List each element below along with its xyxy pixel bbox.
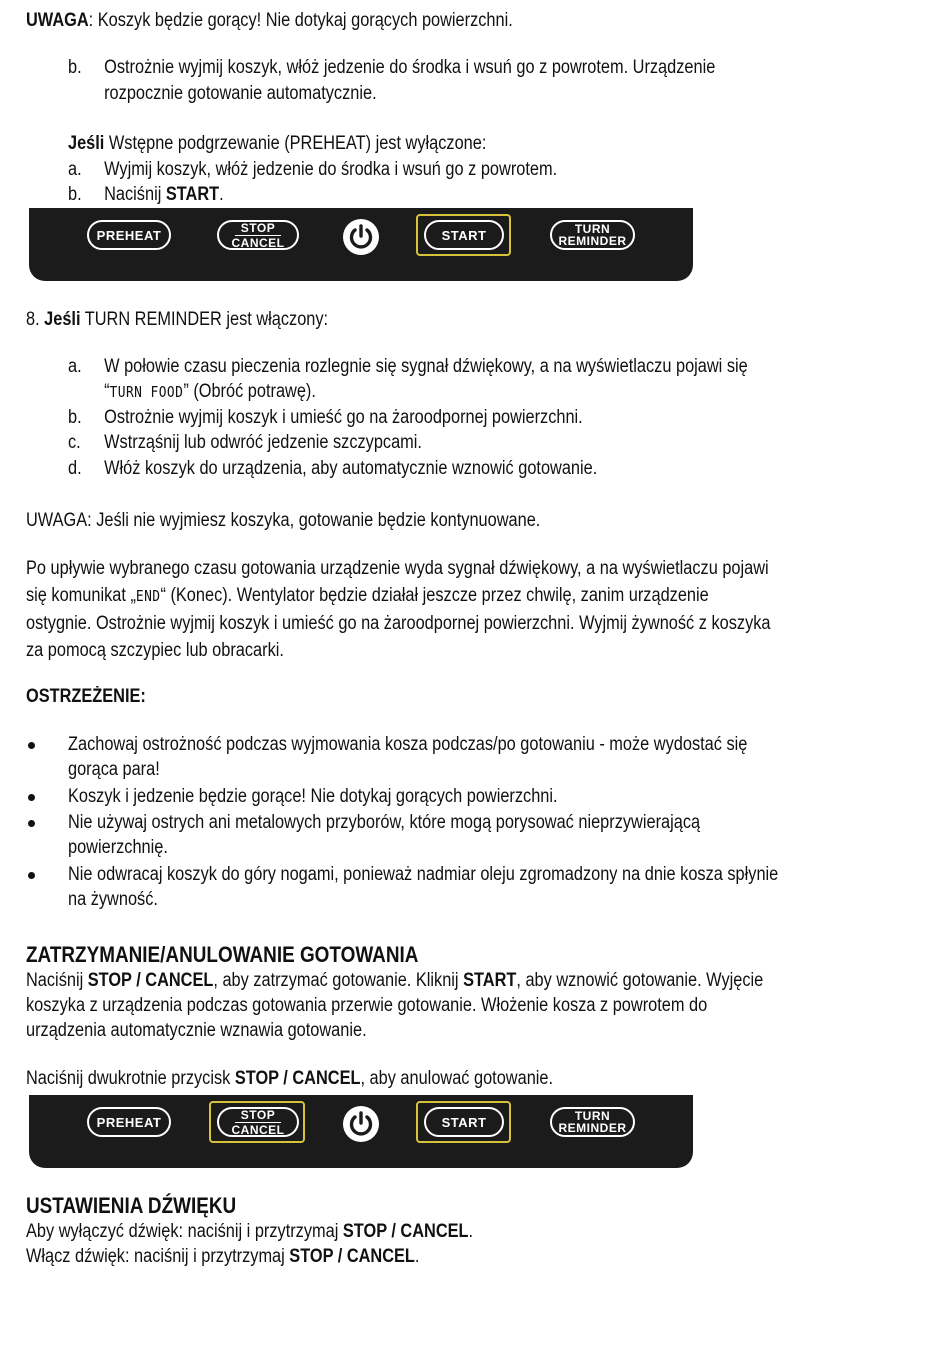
step-b-line2: rozpocznie gotowanie automatycznie. [104, 83, 377, 104]
preheat-off-bold: Jeśli [68, 133, 105, 154]
control-panel-start [29, 208, 693, 281]
preheat-button[interactable]: PREHEAT [87, 220, 171, 250]
section-heading: ZATRZYMANIE/ANULOWANIE GOTOWANIA [26, 942, 419, 967]
lcd-text: END [135, 587, 161, 605]
list-item-marker: b. [68, 407, 82, 428]
list-item: Wstrząśnij lub odwróć jedzenie szczypcami. [104, 432, 422, 453]
list-item: “TURN FOOD” (Obróć potrawę). [104, 381, 316, 402]
list-item-marker: d. [68, 458, 82, 479]
list-item: Koszyk i jedzenie będzie gorące! Nie dotykaj gorących powierzchni. [26, 784, 926, 810]
top-note [26, 8, 513, 33]
top-note-text: : Koszyk będzie gorący! Nie dotykaj gorących powierzchni. [88, 10, 513, 31]
list-item: Ostrożnie wyjmij koszyk i umieść go na żaroodpornej powierzchni. [104, 407, 583, 428]
turn-reminder-button[interactable]: TURN REMINDER [550, 220, 635, 250]
sound-section [26, 1193, 473, 1269]
section-heading: USTAWIENIA DŹWIĘKU [26, 1193, 237, 1218]
section8-list [68, 354, 842, 484]
list-item: W połowie czasu pieczenia rozlegnie się sygnał dźwiękowy, a na wyświetlaczu pojawi się [104, 356, 748, 377]
power-icon[interactable] [342, 218, 380, 256]
step-b-marker: b. [68, 57, 82, 78]
power-icon[interactable] [342, 1105, 380, 1143]
top-note-bold: UWAGA [26, 10, 89, 31]
step-b [68, 55, 842, 107]
preheat-off-intro [68, 131, 486, 156]
list-item-marker: a. [68, 356, 82, 377]
note-2: UWAGA: Jeśli nie wyjmiesz koszyka, gotowanie będzie kontynuowane. [26, 510, 541, 531]
list-item-marker: b. [68, 184, 82, 205]
lcd-text: TURN FOOD [109, 383, 184, 401]
stop-cancel-button[interactable]: STOP CANCEL [217, 1107, 299, 1137]
list-item: Nie używaj ostrych ani metalowych przyborów, które mogą porysować nieprzywierającą powierzchnię. [26, 810, 926, 862]
stop-section: ZATRZYMANIE/ANULOWANIE GOTOWANIA Naciśnij STOP / CANCEL, aby zatrzymać gotowanie. Kliknij START, aby wznowić gotowanie. Wyjęcie koszyka z urządzenia podczas gotowania przerwie gotowanie. Włożenie kosza z powrotem do urządzenia automatycznie wznawia gotowanie. [26, 942, 764, 1041]
double-press-paragraph: Naciśnij dwukrotnie przycisk STOP / CANCEL, aby anulować gotowanie. [26, 1068, 554, 1089]
preheat-off-list [68, 157, 842, 209]
list-item: Włóż koszyk do urządzenia, aby automatycznie wznowić gotowanie. [104, 458, 598, 479]
turn-reminder-button[interactable]: TURN REMINDER [550, 1107, 635, 1137]
stop-cancel-button[interactable]: STOP CANCEL [217, 220, 299, 250]
preheat-button[interactable]: PREHEAT [87, 1107, 171, 1137]
preheat-off-text: Wstępne podgrzewanie (PREHEAT) jest wyłączone: [104, 133, 487, 154]
end-paragraph: Po upływie wybranego czasu gotowania urządzenie wyda sygnał dźwiękowy, a na wyświetlaczu pojawi się komunikat „END“ (Konec). Wentylator będzie działał jeszcze przez chwilę, zanim urządzenie ostygnie. Ostrożnie wyjmij koszyk i umieść go na żaroodpornej powierzchni. Wyjmij żywność z koszyka za pomocą szczypiec lub obracarki. [26, 558, 771, 661]
sound-on-line: Włącz dźwięk: naciśnij i przytrzymaj STOP / CANCEL. [26, 1246, 420, 1267]
control-panel-stop-start [29, 1095, 693, 1168]
list-item: Nie odwracaj koszyk do góry nogami, ponieważ nadmiar oleju zgromadzony na dnie kosza spłynie na żywność. [26, 862, 926, 914]
start-button[interactable]: START [424, 1107, 504, 1137]
bullet-icon [28, 872, 35, 879]
bullet-icon [28, 742, 35, 749]
list-item-marker: c. [68, 432, 81, 453]
section8-heading: 8. Jeśli TURN REMINDER jest włączony: [26, 309, 329, 330]
list-item: Zachowaj ostrożność podczas wyjmowania kosza podczas/po gotowaniu - może wydostać się gorąca para! [26, 732, 926, 784]
warning-title: OSTRZEŻENIE: [26, 686, 146, 707]
bullet-icon [28, 794, 35, 801]
step-b-line1: Ostrożnie wyjmij koszyk, włóż jedzenie do środka i wsuń go z powrotem. Urządzenie [104, 57, 716, 78]
bullet-icon [28, 820, 35, 827]
sound-off-line: Aby wyłączyć dźwięk: naciśnij i przytrzymaj STOP / CANCEL. [26, 1221, 474, 1242]
list-item-marker: a. [68, 159, 82, 180]
list-item: Wyjmij koszyk, włóż jedzenie do środka i wsuń go z powrotem. [104, 159, 558, 180]
stop-paragraph: Naciśnij STOP / CANCEL, aby zatrzymać gotowanie. Kliknij START, aby wznowić gotowanie. Wyjęcie [26, 970, 764, 991]
list-item: Naciśnij START. [104, 184, 224, 205]
start-button[interactable]: START [424, 220, 504, 250]
